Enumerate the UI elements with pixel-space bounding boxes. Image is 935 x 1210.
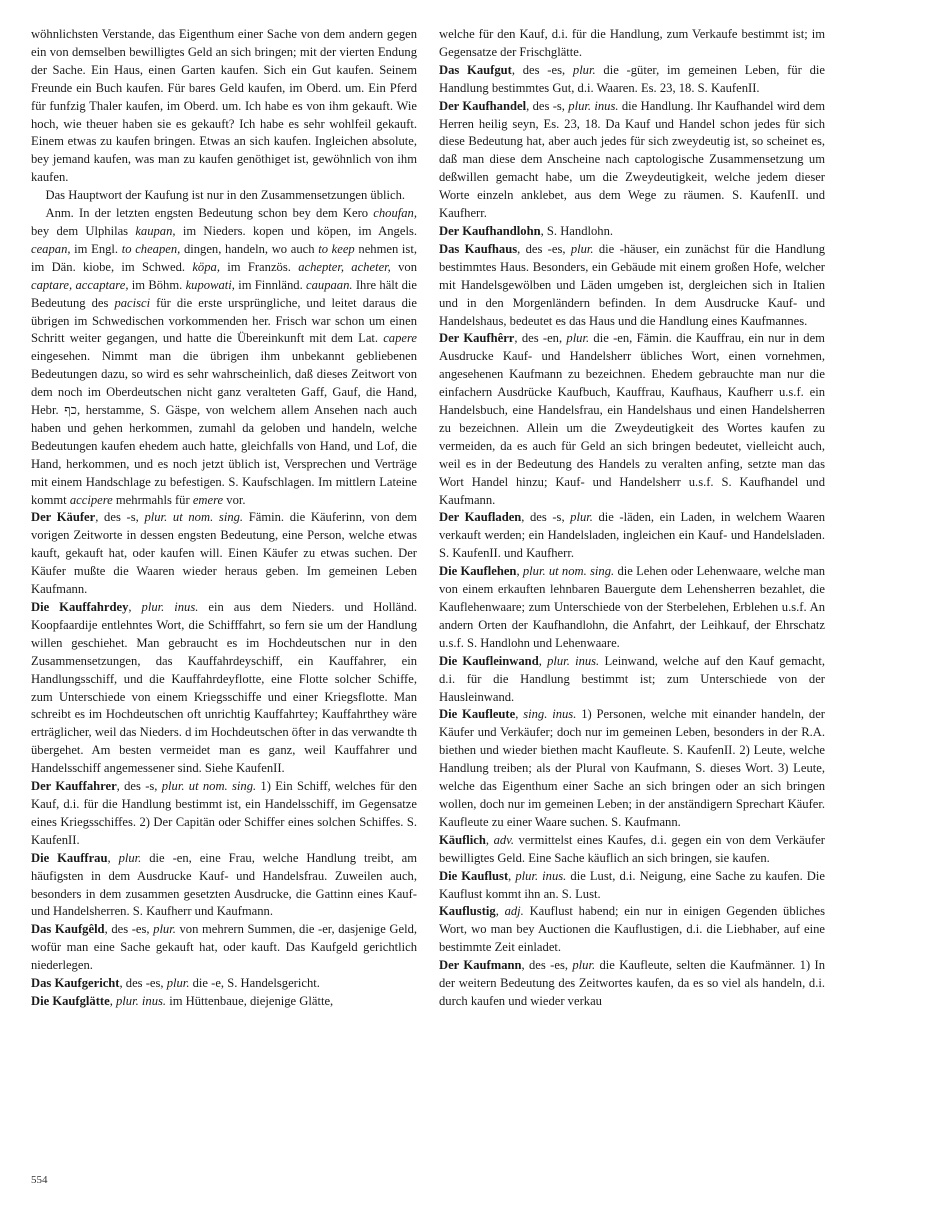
text-run: , des -s, [526,98,569,113]
text-run: bey dem Ulphilas [31,223,136,238]
right-column-paragraph [439,903,825,957]
italic-term: ceapan, [31,241,71,256]
text-run: , des -en, [514,331,567,346]
headword: Der Kaufhandlohn [439,223,541,238]
text-run: , des -s, [95,510,145,525]
italic-term: kupowati, [185,277,235,292]
italic-term: captare, accaptare, [31,277,129,292]
text-run: dingen, handeln, wo auch [180,241,319,256]
italic-term: plur. ut nom. sing. [161,779,257,794]
italic-term: plur. [572,62,596,77]
text-run: im Französ. [219,259,299,274]
italic-term: accipere [69,492,113,507]
text-run: Fämin. die Käuferinn, von dem vorigen Zeitworte in dessen engsten Bedeutung, eine Person, welche etwas kauft, gekauft hat, oder kaufen will. Einen Käufer zu etwas suchen. Der Käufer mußte die Waaren wieder heraus geben. Im gemeinen Leben Kaufmann. [31,510,417,597]
italic-term: plur. inus. [547,653,600,668]
text-run: vor. [223,492,246,507]
text-run: , des -es, [517,241,571,256]
text-run: von [390,259,417,274]
italic-term: plur. inus. [116,993,167,1008]
text-run: vermittelst eines Kaufes, d.i. gegen ein von dem Verkäufer bewilligtes Geld. Eine Sache käuflich an sich bringen, sie kaufen. [439,832,825,865]
right-column-paragraph [439,241,825,331]
text-run: im Hüttenbaue, diejenige Glätte, [166,993,334,1008]
text-run: , des -es, [521,958,573,973]
text-run: von mehrern Summen, die -er, dasjenige Geld, wofür man eine Sache gekauft hat, oder kauft. Das Kaufgeld gerichtlich niederlegen. [31,922,418,973]
text-run: Anm. In der letzten engsten Bedeutung schon bey dem Kero [45,206,374,221]
italic-term: köpa, [192,259,220,274]
italic-term: plur. ut nom. sing. [144,510,244,525]
text-run: , des -s, [521,510,571,525]
italic-term: plur. [166,976,190,991]
italic-term: plur. [572,958,596,973]
headword: Der Kaufhêrr [439,331,515,346]
headword: Die Kaufglätte [31,993,110,1008]
right-column-paragraph [439,330,825,509]
right-column-paragraph [439,223,825,241]
italic-term: plur. ut nom. sing. [522,564,615,579]
headword: Das Kaufgêld [31,922,105,937]
italic-term: plur. inus. [568,98,619,113]
left-column-paragraph [31,778,417,850]
italic-term: achepter, acheter, [298,259,391,274]
right-column-paragraph [439,62,825,98]
headword: Die Kauffahrdey [31,600,129,614]
text-run: 1) Ein Schiff, welches für den Kauf, d.i. für die Handlung bestimmt ist, ein Handelsschiff, im Gegensatze eines Kriegsschiffes. 2) Der Capitän oder Schiffer eines solchen Schiffes. S. KaufenII. [31,779,418,847]
headword: Kauflustig [439,904,496,919]
text-run: im Engl. [70,241,122,256]
right-column-paragraph [439,509,825,563]
italic-term: adj. [504,904,524,919]
text-run: die Kaufleute, selten die Kaufmänner. 1) In der weitern Bedeutung des Zeitwortes kaufen, da es so viel als handeln, d.i. durch kaufen und wieder verkau [439,958,826,1008]
headword: Die Kauflust [439,868,509,883]
headword: Die Kauflehen [439,564,517,579]
italic-term: to keep [318,241,355,256]
text-run: die -en, eine Frau, welche Handlung treibt, am häufigsten in dem Ausdrucke Kauf- und Handelsfrau. Zuweilen auch, besonders in dem zusammen gesetzten Ausdrucke, die Gattinn eines Kauf- und Handelsherren. S. Kaufherr und Kaufmann. [31,850,418,919]
headword: Das Kaufgericht [31,976,120,991]
left-column [31,26,417,1011]
right-column-paragraph [439,957,825,1011]
right-column-paragraph [439,832,825,868]
text-run: , des -s, [116,779,162,794]
left-column-paragraph [31,26,417,187]
headword: Die Kauffrau [31,850,108,865]
italic-term: pacisci [114,295,151,310]
text-run: für die erste ursprüngliche, und leitet daraus die übrigen im Schwedischen vorkommenden her. Frisch war schon um einen Schritt weiter gegangen, und hatte die Übereinkunft mit dem Lat. [31,295,417,346]
italic-term: emere [192,492,224,507]
right-column-paragraph [439,653,825,707]
text-run: welche für den Kauf, d.i. für die Handlung, zum Verkaufe bestimmt ist; im Gegensatze der Frischglätte. [439,27,825,59]
italic-term: plur. inus. [141,600,199,614]
text-run: , [495,904,505,919]
headword: Der Kauffahrer [31,779,117,794]
text-run: im Böhm. [128,277,186,292]
text-run: die -läden, ein Laden, in welchem Waaren verkauft werden; ein Handelsladen, ingleichen ein Kauf- und Handelsladen. S. KaufenII. und Kaufherr. [439,510,826,561]
text-run: , [107,850,119,865]
text-run: nehmen ist, im Dän. kiobe, im Schwed. [31,241,417,274]
right-column-paragraph [439,26,825,62]
text-run: im Nieders. kopen und köpen, im Angels. [175,223,417,238]
italic-term: choufan, [373,206,417,221]
text-run: die Handlung. Ihr Kaufhandel wird dem Herren heilig seyn, Es. 23, 18. Da Kauf und Handel schon jedes für sich diese Bedeutung hat, aber auch jedes für sich zweydeutig ist, so scheinet es, daß man diese dem Anscheine nach captologische Zusammensetzung um deßwillen gemacht habe, um die Zweydeutigkeit, welche jedem dieser Worte einzeln anklebet, aus dem Wege zu räumen. S. KaufenII. und Kaufherr. [439,98,825,221]
text-run: die Lust, d.i. Neigung, eine Sache zu kaufen. Die Kauflust kommt ihn an. S. Lust. [439,868,825,901]
text-run: , des -es, [511,62,573,77]
italic-term: plur. [118,850,142,865]
text-run: ein aus dem Nieders. und Holländ. Koopfaardije entlehntes Wort, die Schifffahrt, so fern sie um der Handlung willen geschiehet. Man gebraucht es im Hochdeutschen nur in den Zusammensetzungen, das Kauffahrdeyschiff, ein Kauffahrer, ein Handlungsschiff, und die Kauffahrdeyflotte, eine Flotte solcher Schiffe, zum Unterschiede von einem Kriegsschiffe und einer Kriegsflotte. Man schreibt es im Hochdeutschen oft unrichtig Kauffahrtey; Kauffahrthey wäre erträglicher, weil das Nieders. d im Hochdeutschen öfter in das verwandte th übergehet. Am besten vermeidet man es ganz, weil Kauffahrer und Handelsschiff angemessener sind. Siehe KaufenII. [31,600,417,776]
italic-term: plur. [566,331,590,346]
left-column-paragraph [31,993,417,1011]
right-column-paragraph [439,706,825,831]
text-run: Leinwand, welche auf den Kauf gemacht, d.i. für die Handlung bestimmt ist; zum Unterschiede von der Hausleinwand. [439,653,825,704]
text-run: , des -es, [119,976,167,991]
headword: Käuflich [439,832,486,847]
headword: Das Kaufgut [439,62,512,77]
headword: Die Kaufleinwand [439,653,539,668]
left-column-paragraph [31,509,417,599]
text-run: , [485,832,494,847]
italic-term: plur. [570,510,593,525]
headword: Der Kaufladen [439,510,522,525]
italic-term: sing. inus. [523,707,577,722]
left-column-paragraph [31,205,417,509]
text-run: die -en, Fämin. die Kauffrau, ein nur in dem Ausdrucke Kauf- und Handelsherr übliches Wort, einen vornehmen, angesehenen Kaufmann zu bezeichnen. Ehedem gebrauchte man nur die einfachern Ausdrücke Kaufbuch, Kauffrau, Kaufhaus, Kaufherr u.s.f. ein Handelsbuch, eine Handelsfrau, ein Handelshaus und einen Handelsherren zu bezeichnen. Allein um die Zweydeutigkeit des Wortes kaufen zu vermeiden, da es auch für Geld an sich bringen bedeutet, vielleicht auch, weil es in der Bedeutung des Handels zu veralten anfing, setzte man das Wort Handel hinzu; Kauf- und Handelsherr u.s.f. S. Kaufhandel und Kaufmann. [439,331,825,507]
headword: Die Kaufleute [439,707,516,722]
headword: Der Käufer [31,510,96,525]
text-run: die -e, S. Handelsgericht. [189,976,320,991]
text-run: Kauflust habend; ein nur in einigen Gegenden übliches Wort, wo man bey Auctionen die Kauflustigen, d.i. die Liebhaber, auf eine bestimmte Zeit einladet. [439,904,826,955]
page-number: 554 [31,1174,48,1186]
text-run: , [538,653,548,668]
right-column [439,26,825,1011]
right-column-paragraph [439,868,825,904]
text-run: , [508,868,516,883]
italic-term: adv. [493,832,514,847]
right-column-paragraph [439,98,825,223]
text-run: die -güter, im gemeinen Leben, für die Handlung bestimmtes Gut, d.i. Waaren. Es. 23, 18. S. KaufenII. [439,62,825,95]
left-column-paragraph [31,850,417,922]
left-column-paragraph [31,187,417,205]
italic-term: plur. inus. [515,868,567,883]
headword: Der Kaufmann [439,958,522,973]
text-run: Das Hauptwort der Kaufung ist nur in den Zusammensetzungen üblich. [45,188,406,203]
text-run: , [109,993,116,1008]
italic-term: kaupan, [135,223,176,238]
left-column-paragraph [31,975,417,993]
text-run: , des -es, [104,922,154,937]
text-run: die Lehen oder Lehenwaare, welche man von einem erkauften lehnbaren Bauergute dem Lehensherren bezahlet, die Kauflehenwaare; zum Unterschiede von der Sterbelehen, Erblehen u.s.f. An andern Orten der Kaufhandlohn, die Anfahrt, der Leihkauf, der Ehrschatz u.s.f. S. Handlohn und Lehenwaare. [439,564,826,650]
text-run: mehrmahls für [112,492,193,507]
italic-term: capere [383,331,417,346]
headword: Der Kaufhandel [439,98,527,113]
text-run: 1) Personen, welche mit einander handeln, der Käufer und Verkäufer; doch nur im gemeinen Leben, besonders in der R.A. biethen und wieder biethen macht Kaufleute. S. KaufenII. 2) Leute, welche Handlung treiben; als der Plural von Kaufmann, S. dieses Wort. 3) Leute, welche das Eigenthum einer Sache an sich bringen oder an sich bringen wollen, doch nur im gemeinen Leben; in der anständigern Sprechart Käufer. Kaufleute zu einer Waare suchen. S. Kaufmann. [439,707,826,829]
text-run: eingesehen. Nimmt man die übrigen ihm unbekannt gebliebenen Bedeutungen dazu, so wird es sehr wahrscheinlich, daß dieses Zeitwort von dem noch im Oberdeutschen nicht ganz veralteten Gaff, Gauf, die Hand, Hebr. כף, herstamme, S. Gäspe, von welchem allem Ansehen nach auch haben und gehen herkommen, zumahl da geloben und handeln, welche Bedeutungen kaufen ehedem auch hatte, gleichfalls von Hand, und Lof, die Hand, herkommen, und es noch jetzt üblich ist, Versprechen und Verträge mit einem Handschlage zu befestigen. S. Kaufschlagen. Im mittlern Lateine kommt [31,349,417,507]
italic-term: plur. [153,922,176,937]
italic-term: caupaan. [306,277,353,292]
left-column-paragraph [31,599,417,778]
text-run: Ihre hält die Bedeutung des [31,277,417,310]
headword: Das Kaufhaus [439,241,518,256]
text-run: , S. Handlohn. [540,223,614,238]
right-column-paragraph [439,563,825,653]
text-run: , [515,707,524,722]
text-run: , [128,600,142,614]
text-run: , [516,564,523,579]
left-column-paragraph [31,921,417,975]
text-run: die -häuser, ein zunächst für die Handlung bestimmtes Haus. Besonders, ein Gebäude mit einem großen Hofe, welcher mit Handelsgewölben und Läden umgeben ist, dergleichen sich in Italien und in den Morgenländern befinden. In dem Ausdrucke Kauf- und Handelshaus, bedeutet es das Haus und die Handlung eines Kaufmannes. [439,241,825,328]
text-run: wöhnlichsten Verstande, das Eigenthum einer Sache von dem andern gegen ein von demselben bewilligtes Geld an sich bringen; mit der vierten Endung der Sache. Ein Haus, einen Garten kaufen. Sich ein Gut kaufen. Seinem Freunde ein Buch kaufen. Für bares Geld kaufen, im Oberd. um. Ein Pferd für funfzig Thaler kaufen, im Oberd. um. Ich habe es von ihm gekauft. Wie hoch, wie theuer haben sie es gekauft? Ich habe es sehr wohlfeil gekauft. Einem etwas zu kaufen bringen. Etwas an sich kaufen. Ingleichen absolute, bey jemand kaufen, was man zu kaufen genöthiget ist, gewöhnlich von ihm kaufen. [31,27,417,185]
text-run: im Finnländ. [234,277,307,292]
italic-term: to cheapen, [121,241,181,256]
italic-term: plur. [570,241,594,256]
